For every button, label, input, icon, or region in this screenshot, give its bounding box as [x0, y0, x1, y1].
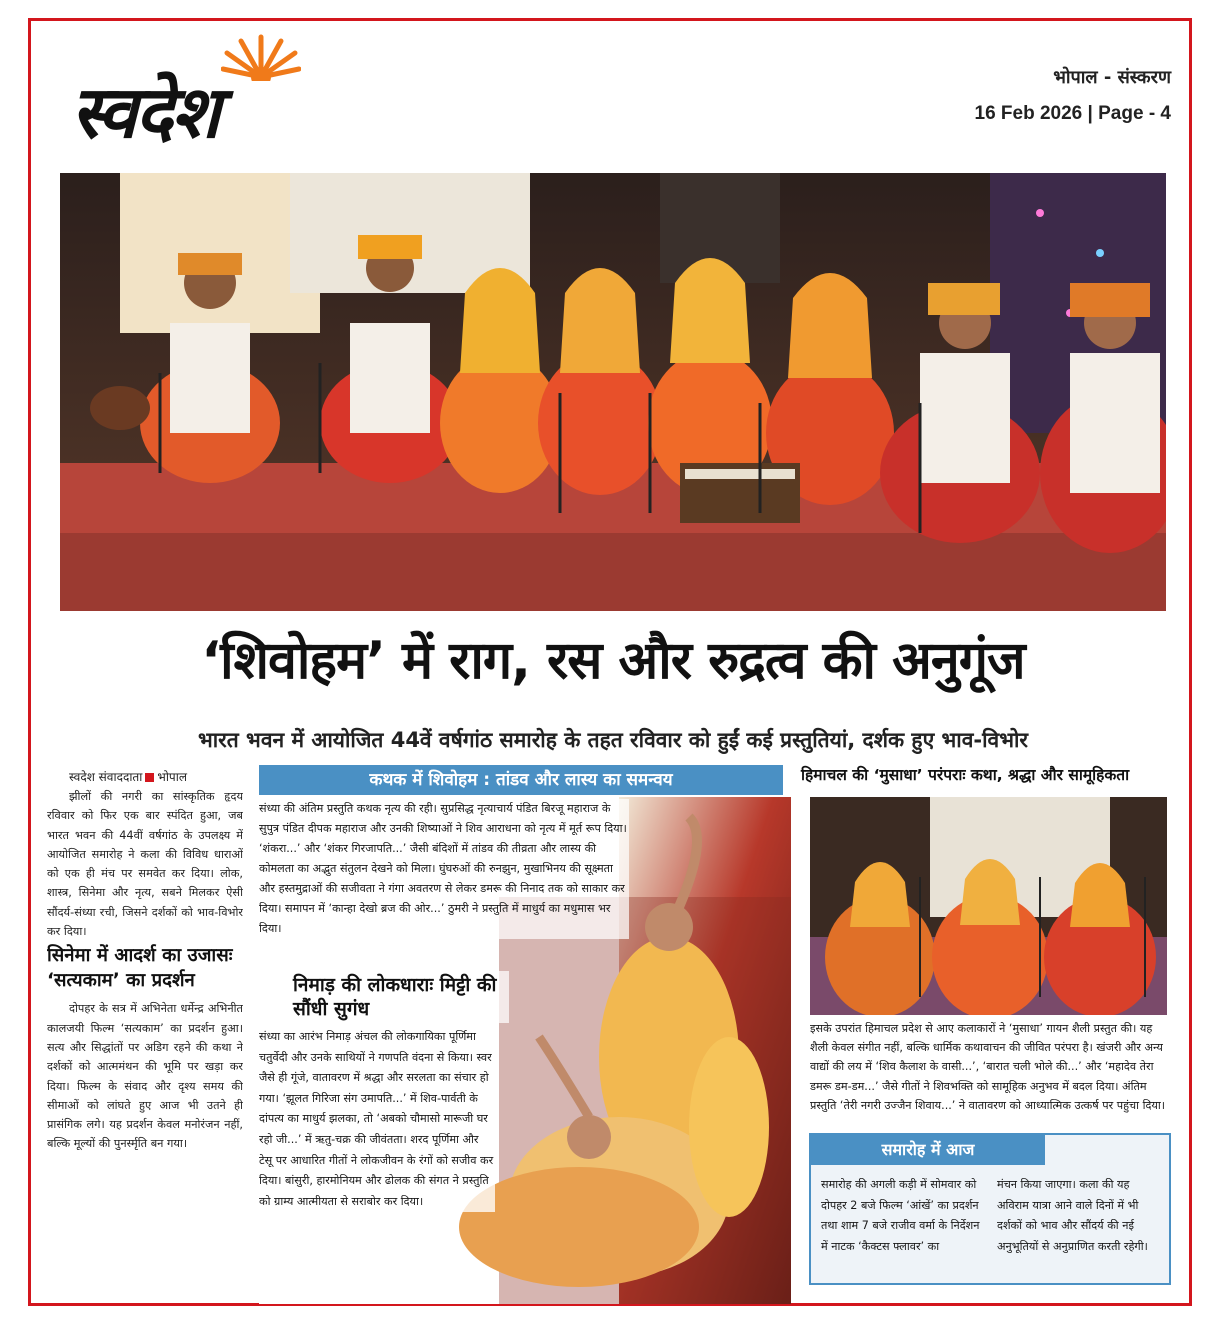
headline: ‘शिवोहम’ में राग, रस और रुद्रत्व की अनुगूंज — [201, 631, 1025, 691]
newspaper-page — [28, 18, 1192, 1306]
nimar-subheading: निमाड़ की लोकधाराः मिट्टी की सौंधी सुगंध — [289, 971, 509, 1023]
nimar-story-text: संध्या का आरंभ निमाड़ अंचल की लोकगायिका पूर्णिमा चतुर्वेदी और उनके साथियों ने गणपति वंदना से किया। स्वर जैसे ही गूंजे, वातावरण में श्रद्धा और सरलता का संचार हो गया। ‘झूलत गिरिजा संग उमापति...’ में शिव-पार्वती के दांपत्य का माधुर्य झलका, तो ‘अबको चौमासो मारूजी घर रहो जी...’ में ऋतु-चक्र की जीवंतता। शरद पूर्णिमा और टेसू पर आधारित गीतों ने लोकजीवन के रंगों को सजीव कर दिया। बांसुरी, हारमोनियम और ढोलक की संगत ने प्रस्तुति को ग्राम्य आत्मीयता से सराबोर कर दिया। — [259, 1027, 495, 1212]
himachal-section-heading: हिमाचल की ‘मुसाधा’ परंपराः कथा, श्रद्धा और सामूहिकता — [801, 766, 1130, 784]
edition-name: भोपाल - संस्करण — [1053, 67, 1171, 88]
edition-date: 16 Feb 2026 | Page - 4 — [974, 103, 1171, 124]
kathak-section-heading: कथक में शिवोहम : तांडव और लास्य का समन्वय — [259, 765, 783, 795]
edition-info — [975, 65, 1171, 125]
subheadline: भारत भवन में आयोजित 44वें वर्षगांठ समारोह के तहत रविवार को हुईं कई प्रस्तुतियां, दर्शक हुए भाव-विभोर — [197, 728, 1029, 752]
himachal-singers-photo — [810, 797, 1167, 1015]
samaroh-aaj-heading: समारोह में आज — [811, 1135, 1045, 1165]
samaroh-aaj-text-right: मंचन किया जाएगा। कला की यह अविराम यात्रा आने वाले दिनों में भी दर्शकों को भाव और सौंदर्य की नई अनुभूतियों से अनुप्राणित करती रहेगी। — [997, 1178, 1148, 1253]
story-paragraph: दोपहर के सत्र में अभिनेता धर्मेन्द्र अभिनीत कालजयी फिल्म ‘सत्यकाम’ का प्रदर्शन हुआ। सत्य और सिद्धांतों पर अडिग रहने की कथा ने दर्शकों को आत्ममंथन की भूमि पर खड़ा कर दिया। फिल्म के संवाद और दृश्य समय की सीमाओं को लांघते हुए आज भी उतने ही प्रासंगिक लगे। यह प्रदर्शन केवल मनोरंजन नहीं, बल्कि मूल्यों की पुनर्स्मृति बन गया। — [47, 1002, 243, 1151]
logo-wordmark: स्वदेश — [71, 70, 219, 154]
himachal-story-text: इसके उपरांत हिमाचल प्रदेश से आए कलाकारों ने ‘मुसाधा’ गायन शैली प्रस्तुत की। यह शैली केवल संगीत नहीं, बल्कि धार्मिक कथावाचन की जीवित परंपरा है। खंजरी और अन्य वाद्यों की लय में ‘शिव कैलाश के वासी...’, ‘बारात चली भोले की...’ और ‘महादेव तेरा डमरू डम-डम...’ जैसे गीतों ने शिवभक्ति को सामूहिक अनुभव में बदल दिया। अंतिम प्रस्तुति ‘तेरी नगरी उज्जैन शिवाय...’ ने वातावरण को आध्यात्मिक उत्कर्ष पर पहुंचा दिया। — [810, 1022, 1166, 1112]
samaroh-aaj-box — [809, 1133, 1171, 1285]
story-paragraph: झीलों की नगरी का सांस्कृतिक हृदय रविवार को फिर एक बार स्पंदित हुआ, जब भारत भवन की 44वीं वर्षगांठ के उपलक्ष्य में आयोजित समारोह ने कला की विविध धाराओं को एक ही मंच पर समवेत कर दिया। लोक, शास्त्र, सिनेमा और नृत्य, सबने मिलकर ऐसी सौंदर्य-संध्या रची, जिसने दर्शकों को भाव-विभोर कर दिया। — [47, 790, 243, 939]
cinema-subheading: सिनेमा में आदर्श का उजासः ‘सत्यकाम’ का प्रदर्शन — [47, 945, 233, 992]
main-photo-folk-singers — [60, 173, 1166, 611]
newspaper-logo — [71, 31, 411, 161]
masthead — [71, 31, 1171, 171]
samaroh-aaj-text-left: समारोह की अगली कड़ी में सोमवार को दोपहर 2 बजे फिल्म ‘आंखें’ का प्रदर्शन तथा शाम 7 बजे राजीव वर्मा के निर्देशन में नाटक ‘कैक्टस फ्लावर’ का — [821, 1178, 980, 1253]
byline — [47, 767, 243, 787]
kathak-story-text: संध्या की अंतिम प्रस्तुति कथक नृत्य की रही। सुप्रसिद्ध नृत्याचार्य पंडित बिरजू महाराज के सुपुत्र पंडित दीपक महाराज और उनकी शिष्याओं ने शिव आराधना को नृत्य में मूर्त रूप दिया। ‘शंकरा...’ और ‘शंकर गिरजापति...’ जैसी बंदिशों में तांडव की तीव्रता और लास्य की कोमलता का अद्भुत संतुलन देखने को मिला। घुंघरुओं की रुनझुन, मुखाभिनय की सूक्ष्मता और हस्तमुद्राओं की सजीवता ने गंगा अवतरण से लेकर डमरू की निनाद तक को साकार कर दिया। समापन में ‘कान्हा देखो ब्रज की ओर...’ ठुमरी ने प्रस्तुति में माधुर्य का मधुमास भर दिया। — [259, 799, 629, 939]
byline-city: भोपाल — [157, 770, 187, 784]
column-main-story — [47, 767, 243, 1302]
byline-source: स्वदेश संवाददाता — [69, 770, 143, 784]
byline-separator-icon — [145, 773, 154, 782]
